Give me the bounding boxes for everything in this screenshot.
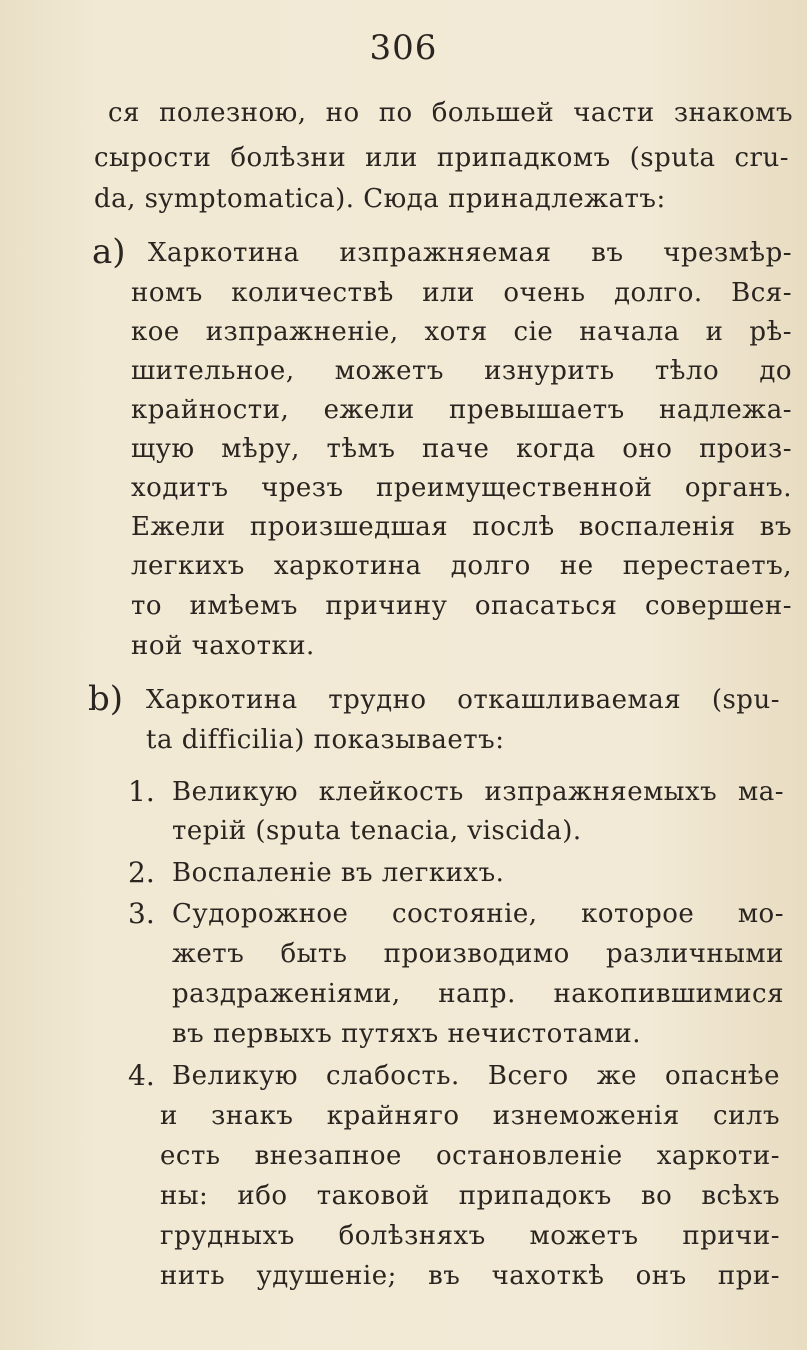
text-line: раздраженіями, напр. накопившимися xyxy=(172,979,784,1009)
text-line: Харкотина трудно откашливаемая (spu- xyxy=(146,685,780,715)
text-line: жетъ быть производимо различными xyxy=(172,939,784,969)
item-number: 2. xyxy=(128,856,155,889)
text-line: ся полезною, но по большей части знакомъ xyxy=(108,98,793,128)
text-line: сырости болѣзни или припадкомъ (sputa cru- xyxy=(94,143,789,173)
text-line: Ежели произшедшая послѣ воспаленія въ xyxy=(131,512,792,542)
text-line: ной чахотки. xyxy=(131,631,315,661)
text-line: кое изпражненіе, хотя сіе начала и рѣ- xyxy=(131,317,792,347)
text-line: номъ количествѣ или очень долго. Вся- xyxy=(131,278,792,308)
text-line: щую мѣру, тѣмъ паче когда оно произ- xyxy=(131,434,792,464)
section-b-marker: b) xyxy=(88,679,124,719)
text-line: есть внезапное остановленіе харкоти- xyxy=(160,1141,780,1171)
item-number: 1. xyxy=(128,775,155,808)
text-line: то имѣемъ причину опасаться совершен- xyxy=(131,591,792,621)
text-line: ta difficilia) показываетъ: xyxy=(146,725,505,755)
text-line: Воспаленіе въ легкихъ. xyxy=(172,858,505,888)
text-line: нить удушеніе; въ чахоткѣ онъ при- xyxy=(160,1261,780,1291)
section-a-marker: a) xyxy=(92,232,126,272)
text-line: ходитъ чрезъ преимущественной органъ. xyxy=(131,473,792,503)
text-line: Великую слабость. Всего же опаснѣе xyxy=(172,1061,780,1091)
text-line: въ первыхъ путяхъ нечистотами. xyxy=(172,1019,642,1049)
page-number: 306 xyxy=(369,28,438,68)
text-line: и знакъ крайняго изнеможенія силъ xyxy=(160,1101,780,1131)
item-number: 3. xyxy=(128,897,155,930)
text-line: da, symptomatica). Сюда принадлежатъ: xyxy=(94,184,666,214)
text-line: Судорожное состояніе, которое мо- xyxy=(172,899,784,929)
text-line: Харкотина изпражняемая въ чрезмѣр- xyxy=(148,238,792,268)
text-line: шительное, можетъ изнурить тѣло до xyxy=(131,356,792,386)
text-line: грудныхъ болѣзняхъ можетъ причи- xyxy=(160,1221,780,1251)
text-line: ны: ибо таковой припадокъ во всѣхъ xyxy=(160,1181,780,1211)
text-line: Великую клейкость изпражняемыхъ ма- xyxy=(172,777,784,807)
text-line: терій (sputa tenacia, viscida). xyxy=(172,816,582,846)
text-line: легкихъ харкотина долго не перестаетъ, xyxy=(131,551,792,581)
item-number: 4. xyxy=(128,1059,155,1092)
text-line: крайности, ежели превышаетъ надлежа- xyxy=(131,395,792,425)
